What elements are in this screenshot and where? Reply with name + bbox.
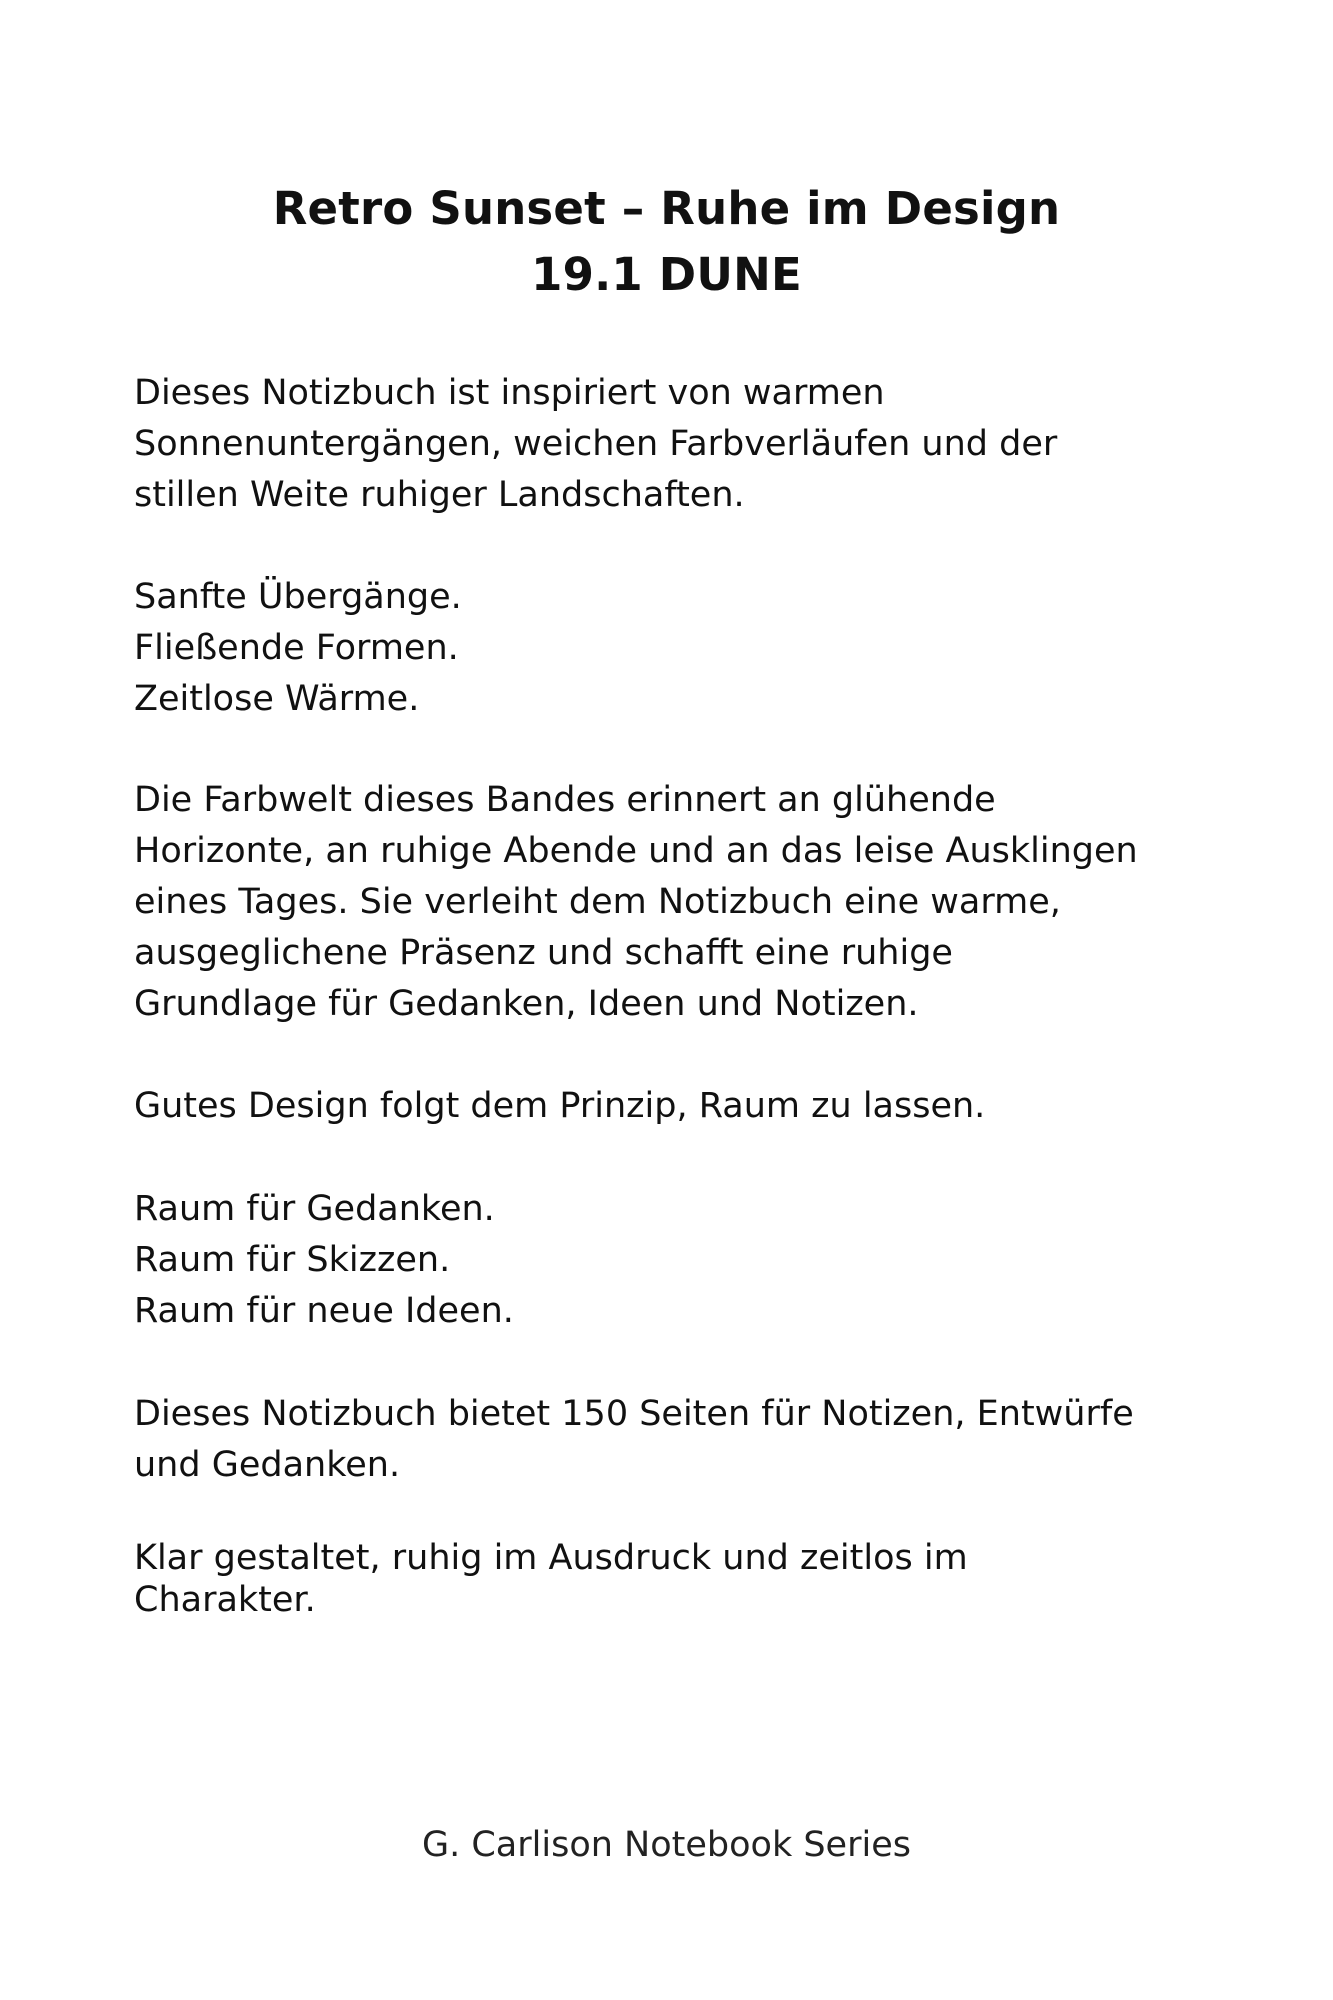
paragraph-line: Raum für Gedanken. [134,1189,495,1229]
paragraph-line: Raum für Skizzen. [134,1240,451,1280]
paragraph-line: und Gedanken. [134,1445,401,1485]
paragraph-pages [134,1389,1254,1491]
paragraph-intro [134,368,1254,521]
paragraph-line: Dieses Notizbuch bietet 150 Seiten für Notizen, Entwürfe [134,1394,1134,1434]
paragraph-line: Zeitlose Wärme. [134,679,420,719]
paragraph-line: Die Farbwelt dieses Bandes erinnert an glühende [134,780,996,820]
paragraph-line: Raum für neue Ideen. [134,1291,514,1331]
paragraph-closing [134,1537,1254,1621]
page-subtitle: 19.1 DUNE [531,248,802,301]
paragraph-line: ausgeglichene Präsenz und schafft eine ruhige [134,933,953,973]
paragraph-line: Sonnenuntergängen, weichen Farbverläufen und der [134,424,1058,464]
paragraph-qualities [134,572,1254,725]
paragraph-color-world [134,775,1254,1030]
paragraph-line: Sanfte Übergänge. [134,577,462,617]
series-footer: G. Carlison Notebook Series [422,1825,911,1865]
paragraph-line: Charakter. [134,1580,316,1620]
paragraph-design-principle [134,1081,1254,1132]
paragraph-line: stillen Weite ruhiger Landschaften. [134,475,745,515]
paragraph-line: Horizonte, an ruhige Abende und an das leise Ausklingen [134,831,1138,871]
paragraph-line: Klar gestaltet, ruhig im Ausdruck und zeitlos im [134,1538,968,1578]
page-title: Retro Sunset – Ruhe im Design [272,182,1061,235]
paragraph-space [134,1184,1254,1337]
paragraph-line: Gutes Design folgt dem Prinzip, Raum zu lassen. [134,1086,986,1126]
paragraph-line: eines Tages. Sie verleiht dem Notizbuch eine warme, [134,882,1061,922]
paragraph-line: Grundlage für Gedanken, Ideen und Notizen. [134,984,919,1024]
title-block [0,176,1333,308]
paragraph-line: Dieses Notizbuch ist inspiriert von warmen [134,373,885,413]
paragraph-line: Fließende Formen. [134,628,459,668]
